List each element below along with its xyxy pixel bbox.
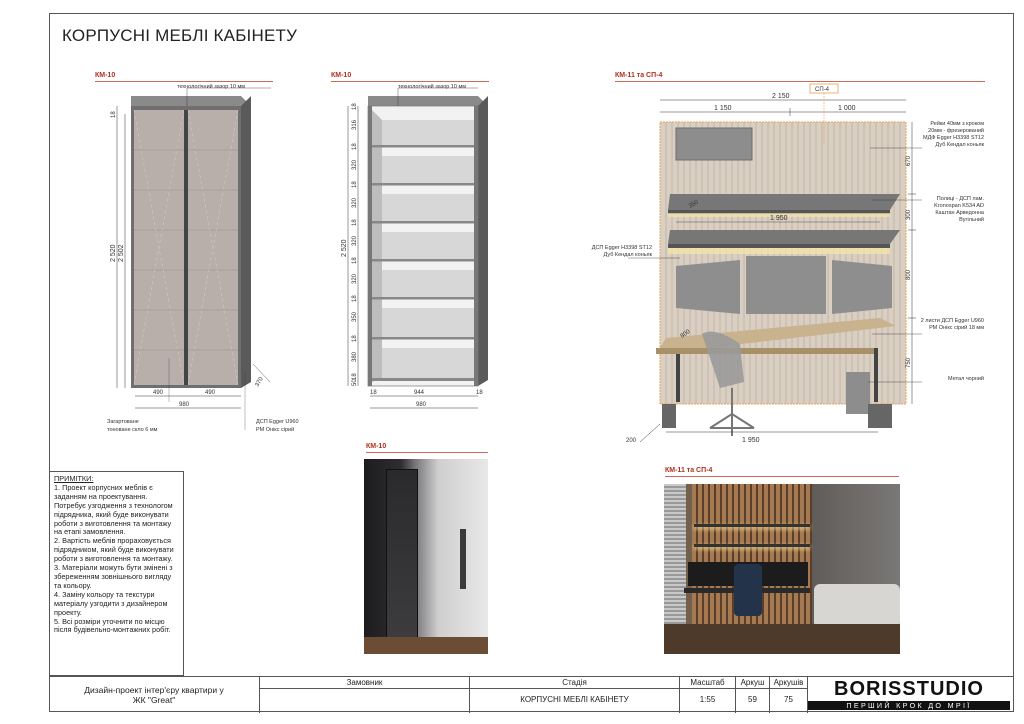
note-desk: 2 листи ДСП Egger U960 РМ Онікс сірий 18 мм	[920, 318, 984, 331]
gap-note-a: технологічний зазор 10 мм	[177, 84, 246, 90]
shelf-dim: 18	[352, 373, 358, 380]
note-metal: Метал чорний	[948, 376, 984, 382]
material-note-1: ДСП Egger U960	[256, 419, 299, 425]
shelf-dim: 18	[352, 335, 358, 342]
dim-mid-zone: 800	[906, 269, 912, 280]
dim-top-zone: 670	[906, 155, 912, 166]
note-item: 2. Вартість меблів прораховується підрядником, який буде виконувати роботи з виготовлення та монтажу.	[54, 536, 174, 564]
dim-side-left: 18	[370, 390, 377, 396]
section-label-km10-photo: КМ-10	[366, 443, 387, 450]
dim-width-b: 980	[416, 402, 427, 408]
stage-cell: Стадія КОРПУСНІ МЕБЛІ КАБІНЕТУ	[469, 677, 679, 713]
section-label-km10-a: КМ-10	[95, 72, 116, 79]
dim-door-left: 490	[153, 390, 164, 396]
shelf-photo	[694, 524, 810, 527]
dim-height-inner: 2 502	[118, 244, 125, 262]
dim-depth: 370	[254, 376, 265, 388]
shelf-dim: 18	[352, 143, 358, 150]
section-label-km11-sp4: КМ-11 та СП-4	[615, 72, 663, 79]
dim-shelf-width: 1 950	[770, 215, 788, 222]
section-underline	[665, 476, 899, 477]
radiator	[460, 529, 466, 589]
gap-note-b: технологічний зазор 10 мм	[398, 84, 467, 90]
sp4-tag: СП-4	[815, 87, 829, 93]
dim-total: 2 150	[772, 93, 790, 100]
shelf-dim: 18	[352, 257, 358, 264]
shelf-dim: 320	[352, 159, 358, 170]
dim-side-right: 18	[476, 390, 483, 396]
shelf-dim: 316	[352, 119, 358, 130]
notes-box	[49, 471, 184, 676]
note-slats: Рейки 40мм з кроком 20мм - фрезерований МДФ Egger H3398 ST12 Дуб Кендал коньяк	[923, 121, 984, 148]
note-wall: ДСП Egger H3398 ST12 Дуб Кендал коньяк	[591, 245, 652, 258]
cabinet-shelves-drawing	[330, 82, 500, 422]
glass-cabinet-photo	[386, 469, 418, 646]
dim-left: 1 150	[714, 105, 732, 112]
dim-inner: 944	[414, 390, 425, 396]
shelf-dim: 350	[352, 311, 358, 322]
dim-door-right: 490	[205, 390, 216, 396]
shelf-dim: 320	[352, 273, 358, 284]
brand-slogan: ПЕРШИЙ КРОК ДО МРІЇ	[808, 701, 1010, 710]
dim-height-outer: 2 520	[110, 244, 117, 262]
note-shelves: Полиці - ДСП лам. Kronospan K534 AD Каштан Арведонна Вугільний	[934, 196, 984, 223]
glass-note-2: тоноване скло 6 мм	[107, 427, 158, 433]
cabinet-glass-drawing	[95, 82, 315, 442]
floor	[364, 637, 488, 654]
shelf-dim: 380	[352, 351, 358, 362]
dim-desk-width: 1 950	[742, 437, 760, 444]
shelf-dim: 18	[352, 181, 358, 188]
note-item: 5. Всі розміри уточнити по місцю після будівельно-монтажних робіт.	[54, 616, 171, 635]
project-name: Дизайн-проект інтер'єру квартири у ЖК "Great"	[84, 685, 224, 705]
shelf-dim: 320	[352, 197, 358, 208]
dim-top: 18	[111, 111, 117, 118]
floor-photo	[664, 624, 900, 654]
photo-km11	[664, 484, 900, 654]
shelf-dims	[352, 103, 358, 386]
photo-km10	[364, 459, 488, 654]
shelf-dim: 320	[352, 235, 358, 246]
note-item: 3. Матеріали можуть бути змінені з збереженням зовнішнього вигляду та кольору.	[54, 563, 173, 590]
sofa-photo	[814, 584, 900, 628]
chair-photo	[734, 564, 762, 616]
section-underline	[366, 452, 488, 453]
material-note-2: РМ Онікс сірий	[256, 427, 295, 433]
dim-width: 980	[179, 402, 190, 408]
shelf-photo	[694, 544, 810, 547]
dim-desk-depth: 800	[679, 328, 692, 340]
section-label-km10-b: КМ-10	[331, 72, 352, 79]
dim-shelf-gap: 300	[906, 209, 912, 220]
sheet-cell: Аркуш 59	[735, 677, 769, 713]
scale-cell: Масштаб 1:55	[679, 677, 735, 713]
glass-note-1: Загартоване	[107, 419, 139, 425]
dim-height: 2 520	[341, 239, 348, 257]
brand-name: BORISSTUDIO	[834, 678, 984, 700]
page-title: КОРПУСНІ МЕБЛІ КАБІНЕТУ	[62, 26, 298, 45]
brand-logo	[808, 678, 1010, 710]
section-label-km11-photo: КМ-11 та СП-4	[665, 467, 713, 474]
shelf-dim: 18	[352, 295, 358, 302]
dim-right: 1 000	[838, 105, 856, 112]
sheets-cell: Аркушів 75	[769, 677, 807, 713]
note-item: 1. Проект корпусних меблів є заданням на проектування. Потребує узгодження з технологом підрядника, який буде виконувати роботи з виготовлення та монтажу на етапі замовлення.	[54, 482, 173, 537]
dim-bottom: 200	[626, 438, 637, 444]
notes-heading: ПРИМІТКИ:	[54, 474, 94, 483]
shelf-dim: 50	[352, 379, 358, 386]
shelf-dim: 18	[352, 103, 358, 110]
dim-shelf-depth: 350	[688, 199, 700, 210]
customer-cell: Замовник	[259, 677, 469, 713]
shelf-dim: 18	[352, 219, 358, 226]
dim-desk-h: 750	[906, 357, 912, 368]
note-item: 4. Заміну кольору та текстури матеріалу узгодити з дизайнером проекту.	[54, 589, 168, 617]
